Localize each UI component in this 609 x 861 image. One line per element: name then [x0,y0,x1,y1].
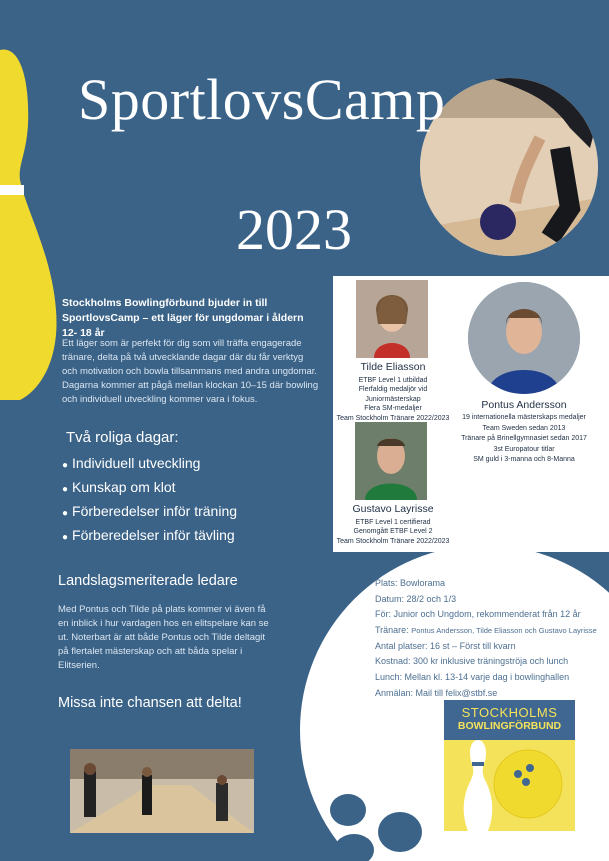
logo-pin-icon [444,740,575,831]
leaders-body: Med Pontus och Tilde på plats kommer vi även få en inblick i hur vardagen hos en elitspelare kan se ut. Noterbart är att både Pontus och Tilde deltagit på flertalet mästerskap och att båda spelar i Elitserien. [58,604,269,671]
coach-photo-tilde [356,280,428,358]
coach-name-pontus: Pontus Andersson [481,399,567,411]
coach-info-tilde: ETBF Level 1 utbildad Flerfaldig medaljör vid Juniormästerskap Flera SM-medaljer Team Stockholm Tränare 2022/2023 [336,377,450,422]
bowling-pin-graphic [0,40,60,400]
days-heading: Två roliga dagar: [66,429,179,446]
logo-line-2: BOWLINGFÖRBUND [457,720,562,732]
coach-name-tilde: Tilde Eliasson [360,361,426,373]
title-line-1: SportlovsCamp [78,67,446,132]
list-item: ● Kunskap om klot [62,479,176,495]
intro-body: Ett läger som är perfekt för dig som vill träffa engagerade tränare, delta på två utvecklande dagar där du får verktyg och motivation och bowla tillsammans med andra ungdomar. Dagarna kommer att pågå mellan klockan 10–15 där bowling och individuell utveckling kommer vara i fokus. [62,338,319,405]
coach-photo-gustavo [355,422,427,500]
list-item: ● Förberedelser inför träning [62,503,238,519]
detail-row: Lunch: Mellan kl. 13-14 varje dag i bowlinghallen [375,672,570,683]
stockholms-bowlingforbund-logo [444,700,575,831]
days-list [62,451,237,547]
bowler-photo [420,78,598,256]
list-item: ● Förberedelser inför tävling [62,527,235,543]
detail-row: För: Junior och Ungdom, rekommenderat från 12 år [375,609,581,620]
logo-line-1: STOCKHOLMS [461,705,558,720]
coach-info-pontus: 19 internationella mästerskaps medaljer Team Sweden sedan 2013 Tränare på Brinellgymnasiet sedan 2017 3st Europatour titlar SM guld i 3-manna och 8-Manna [461,414,587,463]
detail-row: Tränare: Pontus Andersson, Tilde Eliasson och Gustavo Layrisse [375,625,597,636]
details-list [375,576,597,702]
finger-holes-graphic [316,760,436,861]
detail-row: Anmälan: Mail till felix@stbf.se [375,687,498,698]
detail-row: Antal platser: 16 st – Först till kvarn [375,640,516,651]
title-line-2: 2023 [236,197,352,262]
coach-name-gustavo: Gustavo Layrisse [352,503,434,515]
detail-row: Kostnad: 300 kr inklusive träningströja och lunch [375,656,569,667]
coach-photo-pontus [468,282,580,394]
list-item: ● Individuell utveckling [62,455,201,471]
coach-info-gustavo: ETBF Level 1 certifierad Genomgått ETBF Level 2 Team Stockholm Tränare 2022/2023 [336,519,450,545]
bowling-hall-photo [70,749,254,833]
intro-lede: Stockholms Bowlingförbund bjuder in till SportlovsCamp – ett läger för ungdomar i åldern 12- 18 år [62,297,304,339]
detail-row: Plats: Bowlorama [375,578,446,588]
cta-text: Missa inte chansen att delta! [58,695,242,711]
detail-row: Datum: 28/2 och 1/3 [375,593,457,604]
leaders-heading: Landslagsmeriterade ledare [58,573,238,589]
logo-header [444,700,575,740]
